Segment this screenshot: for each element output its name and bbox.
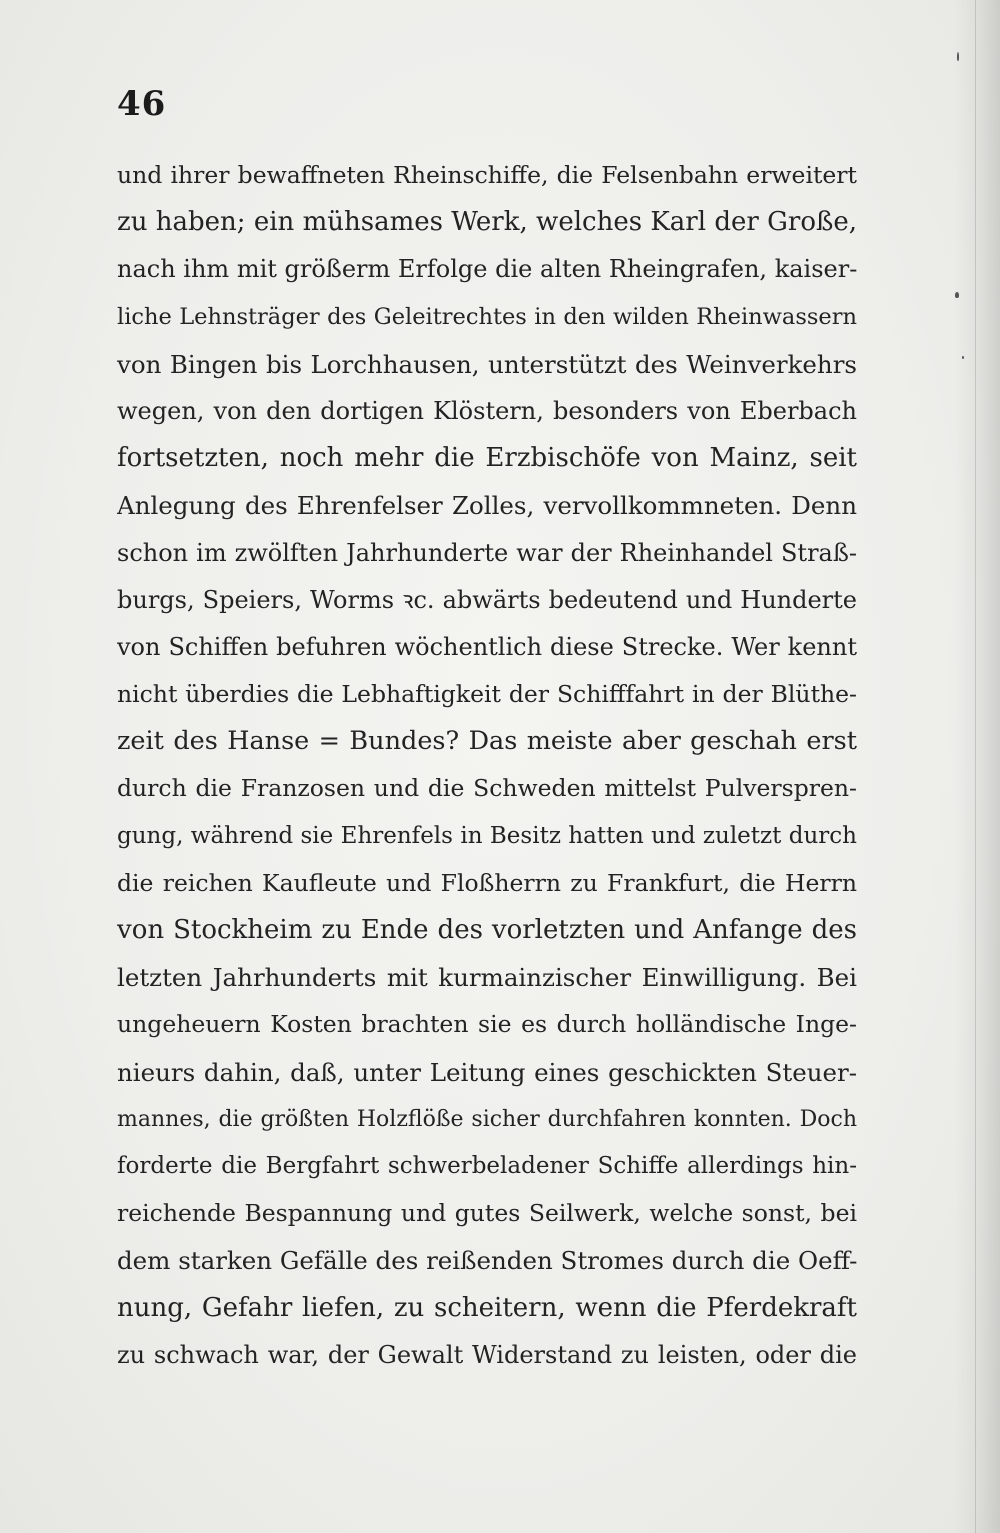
text-line: die reichen Kaufleute und Floßherrn zu Frankfurt, die Herrn — [117, 868, 857, 897]
text-line: gung, während sie Ehrenfels in Besitz hatten und zuletzt durch — [117, 822, 857, 849]
text-line: durch die Franzosen und die Schweden mittelst Pulverspren- — [117, 774, 857, 803]
text-line: forderte die Bergfahrt schwerbeladener Schiffe allerdings hin- — [117, 1152, 857, 1179]
text-line: und ihrer bewaffneten Rheinschiffe, die Felsenbahn erweitert — [117, 161, 857, 189]
text-line: dem starken Gefälle des reißenden Stromes durch die Oeff- — [117, 1246, 857, 1276]
text-line: ungeheuern Kosten brachten sie es durch holländische Inge- — [117, 1010, 857, 1039]
text-line: nung, Gefahr liefen, zu scheitern, wenn die Pferdekraft — [117, 1292, 857, 1323]
text-line: zu schwach war, der Gewalt Widerstand zu leisten, oder die — [117, 1340, 857, 1369]
text-line: schon im zwölften Jahrhunderte war der Rheinhandel Straß- — [117, 538, 857, 567]
text-line: nicht überdies die Lebhaftigkeit der Schifffahrt in der Blüthe- — [117, 680, 857, 709]
text-line: von Bingen bis Lorchhausen, unterstützt des Weinverkehrs — [117, 349, 857, 379]
text-line: zu haben; ein mühsames Werk, welches Karl der Große, — [117, 207, 857, 238]
page-number: 46 — [117, 84, 167, 124]
text-line: Anlegung des Ehrenfelser Zolles, vervollkommneten. Denn — [117, 491, 857, 521]
text-line: zeit des Hanse = Bundes? Das meiste aber geschah erst — [117, 726, 857, 757]
text-line: fortsetzten, noch mehr die Erzbischöfe von Mainz, seit — [117, 443, 857, 474]
text-line: letzten Jahrhunderts mit kurmainzischer Einwilligung. Bei — [117, 963, 857, 993]
text-line: mannes, die größten Holzflöße sicher durchfahren konnten. Doch — [117, 1106, 857, 1132]
text-line: von Schiffen befuhren wöchentlich diese Strecke. Wer kennt — [117, 632, 857, 661]
text-line: liche Lehnsträger des Geleitrechtes in den wilden Rheinwassern — [117, 303, 857, 330]
text-line: nieurs dahin, daß, unter Leitung eines geschickten Steuer- — [117, 1057, 857, 1087]
page-edge-shadow — [954, 0, 1000, 1533]
paper-speck — [957, 52, 959, 61]
paper-speck — [955, 292, 959, 298]
paper-speck — [962, 356, 964, 359]
text-line: wegen, von den dortigen Klöstern, besonders von Eberbach — [117, 396, 857, 425]
text-line: von Stockheim zu Ende des vorletzten und Anfange des — [117, 915, 857, 945]
body-text — [117, 152, 857, 1379]
text-line: reichende Bespannung und gutes Seilwerk, welche sonst, bei — [117, 1199, 857, 1228]
text-line: burgs, Speiers, Worms ꝛc. abwärts bedeutend und Hunderte — [117, 585, 857, 614]
text-line: nach ihm mit größerm Erfolge die alten Rheingrafen, kaiser- — [117, 255, 857, 284]
page-edge-line — [975, 0, 976, 1533]
